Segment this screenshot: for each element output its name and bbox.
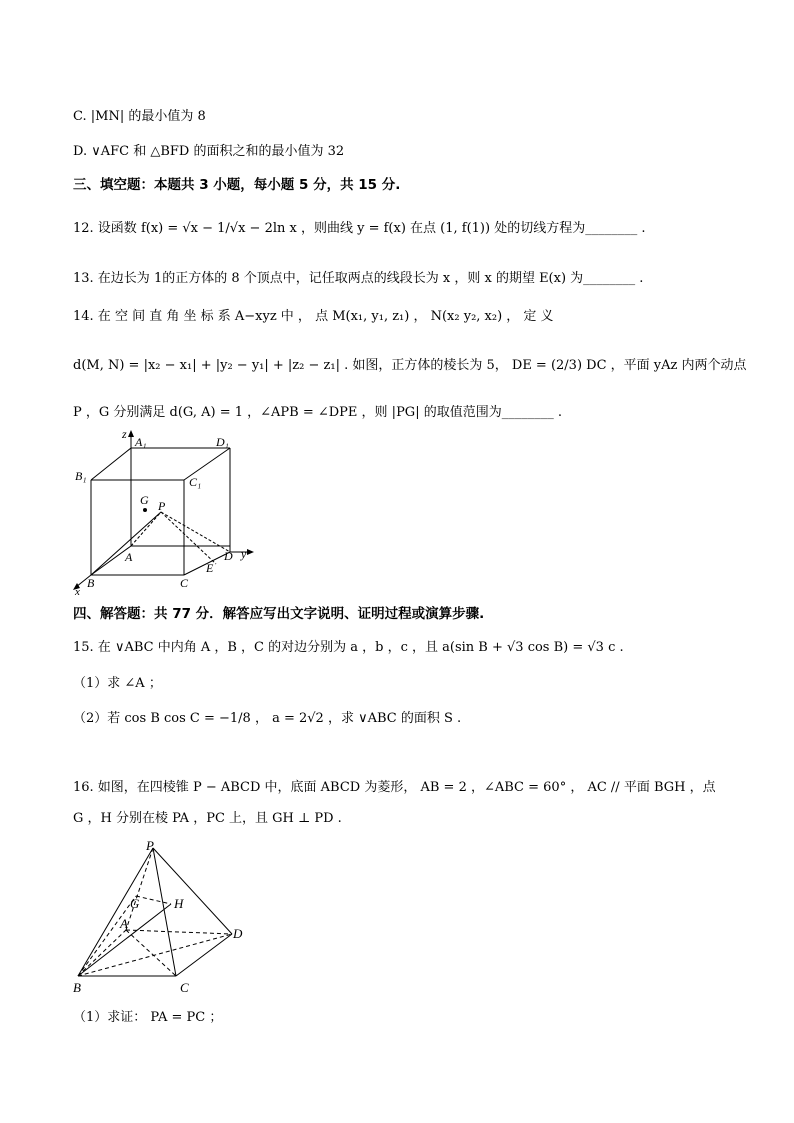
label-c: C [180, 576, 189, 590]
question-14-line3: P ，G 分别满足 d(G, A) = 1 ，∠APB = ∠DPE ，则 |PG| 的取值范围为________ . [73, 405, 562, 420]
diagonal-b-d [78, 934, 232, 976]
y-arrow [247, 549, 254, 555]
edge-p-d [153, 848, 232, 934]
question-15-stem: 15. 在 ∨ABC 中内角 A ，B ，C 的对边分别为 a ，b ，c ，且 a(sin B + √3 cos B) = √3 c . [73, 640, 624, 655]
label-c1: C₁ [189, 475, 202, 489]
question-13: 13. 在边长为 1的正方体的 8 个顶点中，记任取两点的线段长为 x ，则 x 的期望 E(x) 为________ . [73, 271, 644, 286]
label-g: G [140, 493, 149, 507]
edge-p-b [78, 848, 153, 976]
segment-b-g [78, 896, 136, 976]
label-a1: A₁ [135, 435, 147, 449]
segment-a-p [131, 512, 161, 546]
label-g: G [130, 896, 140, 911]
question-16-part1: （1）求证： PA = PC ； [73, 1010, 223, 1025]
segment-b-h [78, 904, 171, 976]
label-x: x [75, 586, 80, 596]
question-12: 12. 设函数 f(x) = √x − 1/√x − 2ln x ，则曲线 y = f(x) 在点 (1, f(1)) 处的切线方程为________ . [73, 221, 646, 236]
label-p: P [158, 499, 166, 513]
segment-b-p [91, 512, 161, 575]
pyramid-figure [68, 838, 258, 998]
edge-p-a [126, 848, 153, 930]
segment-p-e [161, 512, 216, 564]
edge-b1-a1 [91, 448, 131, 480]
label-e: E [206, 561, 214, 575]
z-arrow [128, 430, 134, 437]
label-b: B [73, 980, 81, 995]
label-d: D [233, 926, 243, 941]
label-b: B [87, 576, 95, 590]
edge-a-d [126, 930, 232, 934]
question-16-line1: 16. 如图，在四棱锥 P − ABCD 中，底面 ABCD 为菱形， AB = 2 ，∠ABC = 60° ， AC // 平面 BGH ，点 [73, 780, 716, 795]
label-c: C [180, 980, 189, 995]
point-g [143, 508, 147, 512]
option-d: D. ∨AFC 和 △BFD 的面积之和的最小值为 32 [73, 144, 345, 159]
label-d: D [224, 549, 233, 563]
segment-g-h [136, 896, 171, 904]
question-14-line2: d(M, N) = |x₂ − x₁| + |y₂ − y₁| + |z₂ − z₁| . 如图，正方体的棱长为 5， DE = (2/3) DC ，平面 yAz 内两个动点 [73, 358, 747, 373]
question-14-line1: 14. 在 空 间 直 角 坐 标 系 A−xyz 中 ， 点 M(x₁, y₁, z₁) ， N(x₂ y₂, x₂) ， 定 义 [73, 309, 554, 324]
question-16-line2: G ，H 分别在棱 PA ，PC 上，且 GH ⊥ PD . [73, 811, 342, 826]
edge-c-d [176, 934, 232, 976]
label-h: H [174, 896, 184, 911]
section3-heading: 三、填空题：本题共 3 小题，每小题 5 分，共 15 分. [73, 177, 401, 193]
question-15-part1: （1）求 ∠A ； [73, 676, 162, 691]
label-b1: B₁ [75, 469, 87, 483]
label-y: y [241, 547, 247, 561]
label-a: A [120, 916, 128, 931]
label-p: P [146, 838, 154, 853]
question-15-part2: （2）若 cos B cos C = −1/8 ， a = 2√2 ，求 ∨ABC 的面积 S . [73, 711, 462, 726]
edge-p-c [153, 848, 176, 976]
label-z: z [122, 427, 127, 441]
cube-figure [68, 424, 268, 596]
option-c: C. |MN| 的最小值为 8 [73, 109, 206, 124]
section4-heading: 四、解答题：共 77 分．解答应写出文字说明、证明过程或演算步骤. [73, 606, 485, 622]
label-d1: D₁ [216, 435, 229, 449]
label-a: A [125, 550, 133, 564]
